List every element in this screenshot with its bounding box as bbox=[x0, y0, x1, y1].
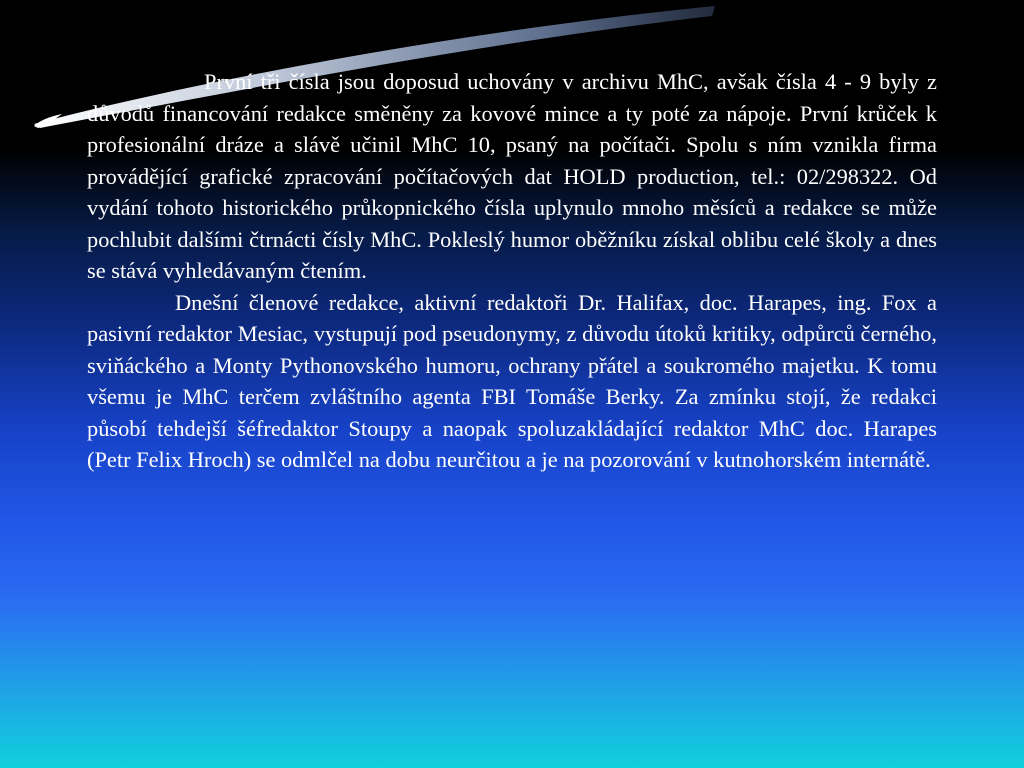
paragraph-history: První tři čísla jsou doposud uchovány v archivu MhC, avšak čísla 4 - 9 byly z důvodů financování redakce směněny za kovové mince a ty poté za nápoje. První krůček k profesionální dráze a slávě učinil MhC 10, psaný na počítači. Spolu s ním vznikla firma provádějící grafické zpracování počítačových dat HOLD production, tel.: 02/298322. Od vydání tohoto historického průkopnického čísla uplynulo mnoho měsíců a redakce se může pochlubit dalšími čtrnácti čísly MhC. Pokleslý humor oběžníku získal oblibu celé školy a dnes se stává vyhledávaným čtením. bbox=[87, 69, 937, 283]
paragraph-editors: Dnešní členové redakce, aktivní redaktoři Dr. Halifax, doc. Harapes, ing. Fox a pasivní redaktor Mesiac, vystupují pod pseudonymy, z důvodu útoků kritiky, odpůrců černého, sviňáckého a Monty Pythonovského humoru, ochrany přátel a soukromého majetku. K tomu všemu je MhC terčem zvláštního agenta FBI Tomáše Berky. Za zmínku stojí, že redakci působí tehdejší šéfredaktor Stoupy a naopak spoluzakládající redaktor MhC doc. Harapes (Petr Felix Hroch) se odmlčel na dobu neurčitou a je na pozorování v kutnohorském internátě. bbox=[87, 289, 937, 472]
slide-body bbox=[87, 66, 937, 476]
